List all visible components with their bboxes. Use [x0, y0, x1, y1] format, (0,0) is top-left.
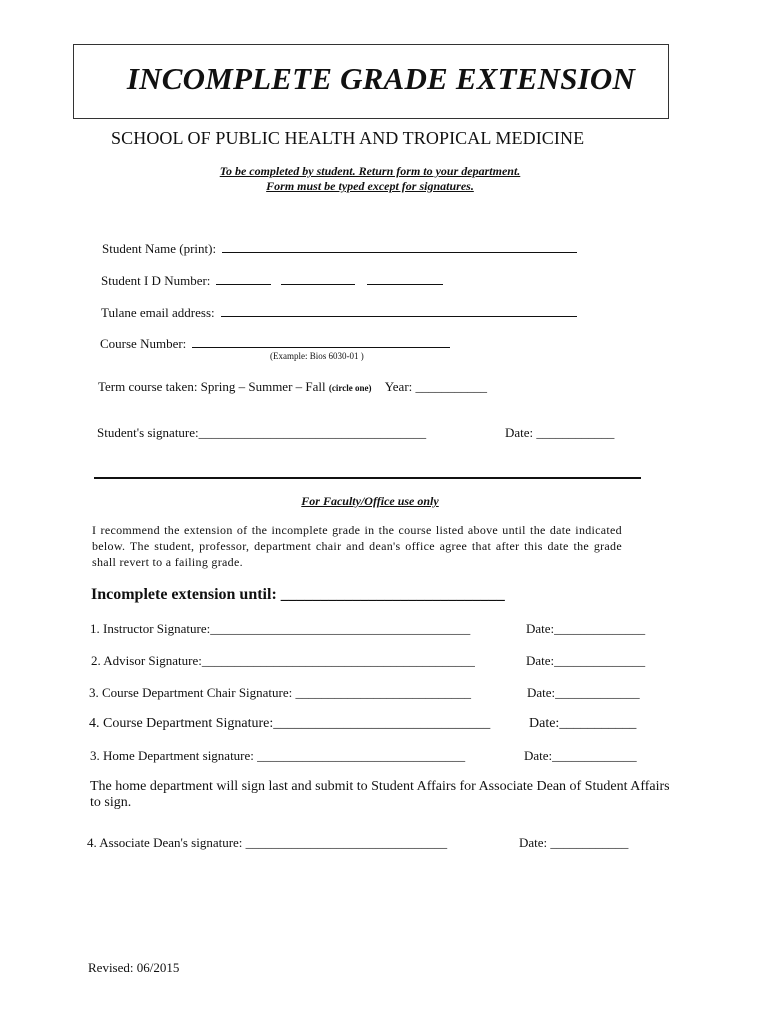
instructor-date-field[interactable]: Date:______________ — [526, 621, 646, 636]
student-signature-field[interactable]: Student's signature:___________________________________ — [97, 425, 427, 440]
email-label: Tulane email address: — [101, 305, 215, 320]
advisor-date-field[interactable]: Date:______________ — [526, 653, 646, 668]
course-number-field[interactable] — [192, 334, 450, 348]
associate-dean-date-field[interactable]: Date: ____________ — [519, 835, 629, 850]
term-label: Term course taken: Spring – Summer – Fall — [98, 379, 326, 394]
course-department-date-field[interactable]: Date:___________ — [529, 716, 637, 731]
term-row — [98, 379, 487, 395]
form-title: INCOMPLETE GRADE EXTENSION — [126, 61, 636, 96]
course-number-label: Course Number: — [100, 336, 187, 351]
school-name: SCHOOL OF PUBLIC HEALTH AND TROPICAL MEDICINE — [111, 128, 585, 148]
email-field[interactable] — [221, 303, 577, 317]
home-department-signature-field[interactable]: 3. Home Department signature: ________________________________ — [90, 748, 466, 763]
title-box — [73, 44, 669, 119]
course-example: (Example: Bios 6030-01 ) — [270, 351, 364, 361]
course-department-signature-field[interactable]: 4. Course Department Signature:_______________________________ — [89, 716, 491, 731]
student-name-row — [102, 239, 577, 257]
instruction-line-2: Form must be typed except for signatures. — [266, 179, 474, 193]
home-department-note: The home department will sign last and submit to Student Affairs for Associate Dean of Student Affairs to sign. — [90, 779, 670, 810]
student-id-field-1[interactable] — [216, 271, 271, 285]
student-id-field-2[interactable] — [281, 271, 355, 285]
circle-one-note: (circle one) — [328, 383, 372, 393]
associate-dean-signature-field[interactable]: 4. Associate Dean's signature: _______________________________ — [87, 835, 448, 850]
email-row — [101, 303, 577, 321]
extension-until-field[interactable]: Incomplete extension until: ____________________________ — [91, 586, 505, 603]
advisor-signature-field[interactable]: 2. Advisor Signature:__________________________________________ — [91, 653, 475, 668]
recommend-paragraph: I recommend the extension of the incomplete grade in the course listed above until the date indicated below. The student, professor, department chair and dean's office agree that after this date the grade shall revert to a failing grade. — [92, 523, 622, 569]
instruction-line-1: To be completed by student. Return form to your department. — [219, 164, 521, 178]
revised-date: Revised: 06/2015 — [88, 960, 180, 975]
year-field[interactable]: Year: ___________ — [384, 379, 488, 394]
student-id-row — [101, 271, 443, 289]
student-id-label: Student I D Number: — [101, 273, 211, 288]
student-id-field-3[interactable] — [367, 271, 443, 285]
student-date-field[interactable]: Date: ____________ — [505, 425, 615, 440]
course-number-row — [100, 334, 450, 352]
chair-signature-field[interactable]: 3. Course Department Chair Signature: ___________________________ — [89, 685, 472, 700]
section-divider — [94, 477, 641, 479]
instructor-signature-field[interactable]: 1. Instructor Signature:________________________________________ — [90, 621, 471, 636]
student-name-field[interactable] — [222, 239, 577, 253]
chair-date-field[interactable]: Date:_____________ — [527, 685, 640, 700]
home-department-date-field[interactable]: Date:_____________ — [524, 748, 637, 763]
student-name-label: Student Name (print): — [102, 241, 217, 256]
faculty-heading: For Faculty/Office use only — [301, 494, 439, 508]
